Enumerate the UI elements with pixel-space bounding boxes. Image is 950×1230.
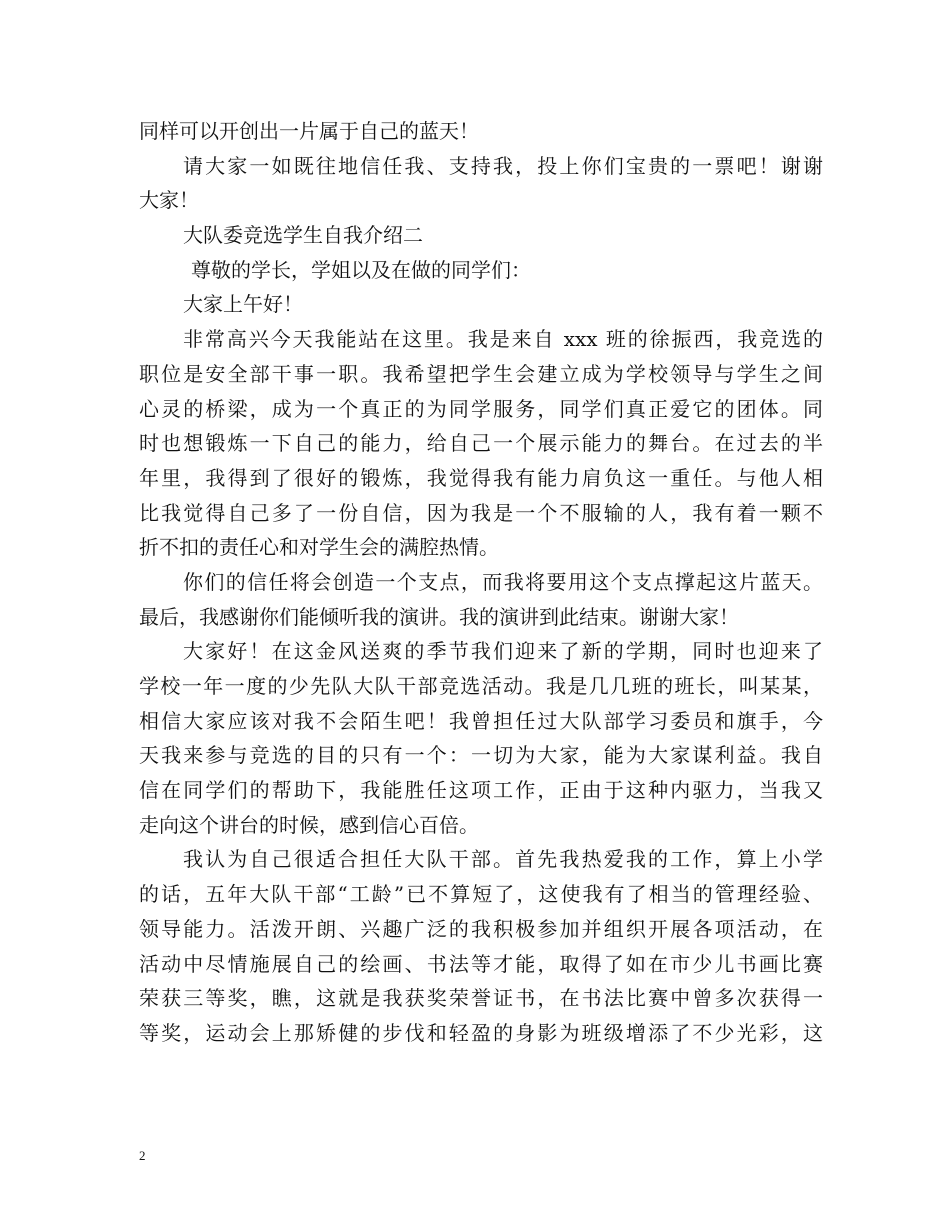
text-line: 年里，我得到了很好的锻炼，我觉得我有能力肩负这一重任。与他人相 — [139, 465, 823, 490]
text-line: 你们的信任将会创造一个支点，而我将要用这个支点撑起这片蓝天。 — [183, 569, 823, 594]
text-line: 请大家一如既往地信任我、支持我，投上你们宝贵的一票吧！谢谢 — [183, 153, 823, 178]
text-line: 信在同学们的帮助下，我能胜任这项工作，正由于这种内驱力，当我又 — [139, 778, 823, 803]
text-line: 活动中尽情施展自己的绘画、书法等才能，取得了如在市少儿书画比赛 — [139, 951, 823, 976]
text-line: 非常高兴今天我能站在这里。我是来自 xxx 班的徐振西，我竞选的 — [183, 327, 823, 352]
text-line: 大队委竞选学生自我介绍二 — [183, 223, 423, 248]
text-line: 走向这个讲台的时候，感到信心百倍。 — [139, 812, 479, 837]
text-line: 同样可以开创出一片属于自己的蓝天！ — [139, 119, 479, 143]
text-line: 天我来参与竞选的目的只有一个：一切为大家，能为大家谋利益。我自 — [139, 743, 823, 768]
text-line: 大家上午好！ — [183, 292, 303, 317]
page-number: 2 — [139, 1148, 146, 1163]
text-line: 等奖，运动会上那矫健的步伐和轻盈的身影为班级增添了不少光彩，这 — [139, 1020, 823, 1045]
text-line: 大家好！在这金风送爽的季节我们迎来了新的学期，同时也迎来了 — [183, 639, 823, 664]
text-line: 领导能力。活泼开朗、兴趣广泛的我积极参加并组织开展各项活动，在 — [139, 916, 823, 941]
text-line: 比我觉得自己多了一份自信，因为我是一个不服输的人，我有着一颗不 — [139, 500, 823, 525]
text-line: 时也想锻炼一下自己的能力，给自己一个展示能力的舞台。在过去的半 — [139, 431, 823, 456]
text-line: 折不扣的责任心和对学生会的满腔热情。 — [139, 535, 499, 560]
text-line: 我认为自己很适合担任大队干部。首先我热爱我的工作，算上小学 — [183, 847, 823, 872]
text-line: 相信大家应该对我不会陌生吧！我曾担任过大队部学习委员和旗手，今 — [139, 708, 823, 733]
text-line: 学校一年一度的少先队大队干部竞选活动。我是几几班的班长，叫某某， — [139, 674, 823, 698]
text-line: 职位是安全部干事一职。我希望把学生会建立成为学校领导与学生之间 — [139, 361, 823, 386]
text-line: 心灵的桥梁，成为一个真正的为同学服务，同学们真正爱它的团体。同 — [139, 396, 823, 421]
document-body — [139, 114, 829, 1051]
text-line: 大家！ — [139, 188, 199, 213]
text-line: 的话，五年大队干部“工龄”已不算短了，这使我有了相当的管理经验、 — [139, 882, 823, 907]
text-line: 尊敬的学长，学姐以及在做的同学们： — [191, 257, 531, 282]
text-line: 最后，我感谢你们能倾听我的演讲。我的演讲到此结束。谢谢大家！ — [139, 604, 739, 629]
text-line: 荣获三等奖，瞧，这就是我获奖荣誉证书，在书法比赛中曾多次获得一 — [139, 986, 823, 1011]
